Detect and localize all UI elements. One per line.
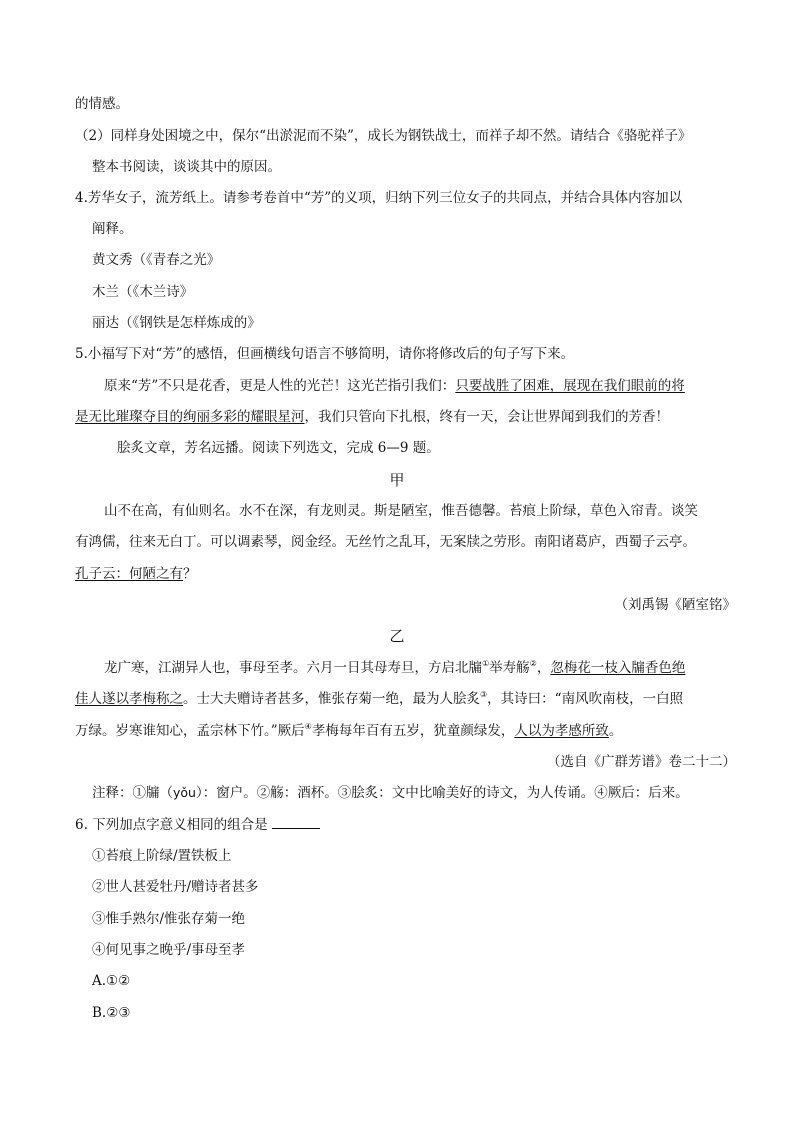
footnote-mark: ① xyxy=(482,659,490,668)
underlined-sentence: 佳人遂以孝梅称之 xyxy=(75,691,183,707)
text-segment: 万绿。岁寒谁知心，孟宗林下竹。”厥后 xyxy=(75,723,305,739)
text-line xyxy=(104,376,685,396)
text-segment: 。士大夫赠诗者甚多，惟张存菊一绝，最为人脍炙 xyxy=(183,691,480,707)
reading-intro: 脍炙文章，芳名远播。阅读下列选文，完成 6—9 题。 xyxy=(117,440,440,456)
answer-option-b: B.②③ xyxy=(92,1005,131,1021)
question-5: 5.小福写下对“芳”的感悟，但画横线句语言不够简明，请你将修改后的句子写下来。 xyxy=(75,346,575,362)
list-item: 黄文秀（《青春之光》 xyxy=(92,252,221,268)
footnote-mark: ③ xyxy=(480,690,488,699)
underlined-sentence: 孔子云：何陋之有 xyxy=(75,566,183,582)
footnote-mark: ② xyxy=(529,659,537,668)
list-item: ②世人甚爱牡丹/赠诗者甚多 xyxy=(92,879,259,895)
passage-yi-line xyxy=(104,658,685,678)
source-citation: （刘禹锡《陋室铭》 xyxy=(614,597,736,613)
passage-yi-line xyxy=(75,689,683,709)
footnotes xyxy=(92,783,689,803)
text-segment: 孝梅每年百有五岁，犹童颜绿发， xyxy=(311,723,515,739)
underlined-sentence: 忽梅花一枝入牖香色绝 xyxy=(550,660,686,676)
text-segment: 举寿觞 xyxy=(489,660,530,676)
question-6 xyxy=(75,815,320,835)
source-citation: （选自《广群芳谱》卷二十二） xyxy=(547,754,736,770)
list-item: 木兰（《木兰诗》 xyxy=(92,284,194,300)
text-segment: 龙广寒，江湖异人也，事母至孝。六月一日其母寿旦，方启北牖 xyxy=(104,660,482,676)
question-text: 6. 下列加点字意义相同的组合是 xyxy=(75,817,268,833)
text-segment: 原来“芳”不只是花香，更是人性的光芒！这光芒指引我们： xyxy=(104,378,456,394)
footnote-mark: ④ xyxy=(304,722,312,731)
text-segment: 。 xyxy=(608,723,623,739)
question-3-2: （2）同样身处困境之中，保尔“出淤泥而不染”，成长为钢铁战士，而祥子却不然。请结合《骆驼祥子》 xyxy=(75,128,692,144)
text-line: 阐释。 xyxy=(92,221,133,237)
text-segment: ， xyxy=(536,660,551,676)
text-line: 的情感。 xyxy=(75,96,129,112)
list-item: ③惟手熟尔/惟张存菊一绝 xyxy=(92,911,246,927)
underlined-sentence: 是无比璀璨夺目的绚丽多彩的耀眼星河 xyxy=(75,409,305,425)
text-line: 整本书阅读，谈谈其中的原因。 xyxy=(92,159,281,175)
text-segment: ，其诗曰：“南风吹南枝，一白照 xyxy=(487,691,684,707)
underlined-sentence: 人以为孝感所致 xyxy=(514,723,609,739)
passage-heading-yi: 乙 xyxy=(389,627,405,645)
underlined-sentence: 只要战胜了困难，展现在我们眼前的将 xyxy=(455,378,685,394)
passage-jia-line: 有鸿儒，往来无白丁。可以调素琴，阅金经。无丝竹之乱耳，无案牍之劳形。南阳诸葛庐，西蜀子云亭。 xyxy=(75,534,696,550)
list-item: ①苔痕上阶绿/置铁板上 xyxy=(92,848,232,864)
list-item: ④何见事之晚乎/事母至孝 xyxy=(92,942,246,958)
text-segment: ）：窗户。②觞：酒杯。③脍炙：文中比喻美好的诗文，为人传诵。④厥后：后来。 xyxy=(195,785,689,801)
passage-jia-line xyxy=(75,564,197,584)
pinyin: yǒu xyxy=(173,785,196,800)
text-line xyxy=(75,407,669,427)
passage-jia-line: 山不在高，有仙则名。水不在深，有龙则灵。斯是陋室，惟吾德馨。苔痕上阶绿，草色入帘青。谈笑 xyxy=(104,503,698,519)
text-segment: ，我们只管向下扎根，终有一天，会让世界闻到我们的芳香！ xyxy=(304,409,669,425)
question-4: 4.芳华女子，流芳纸上。请参考卷首中“芳”的义项，归纳下列三位女子的共同点，并结合具体内容加以 xyxy=(75,190,683,206)
list-item: 丽达（《钢铁是怎样炼成的》 xyxy=(92,315,261,331)
text-segment: ？ xyxy=(183,566,197,582)
answer-option-a: A.①② xyxy=(92,973,131,989)
passage-yi-line xyxy=(75,721,622,741)
answer-blank xyxy=(272,816,320,829)
passage-heading-jia: 甲 xyxy=(389,471,405,489)
text-segment: 注释：①牖（ xyxy=(92,785,173,801)
